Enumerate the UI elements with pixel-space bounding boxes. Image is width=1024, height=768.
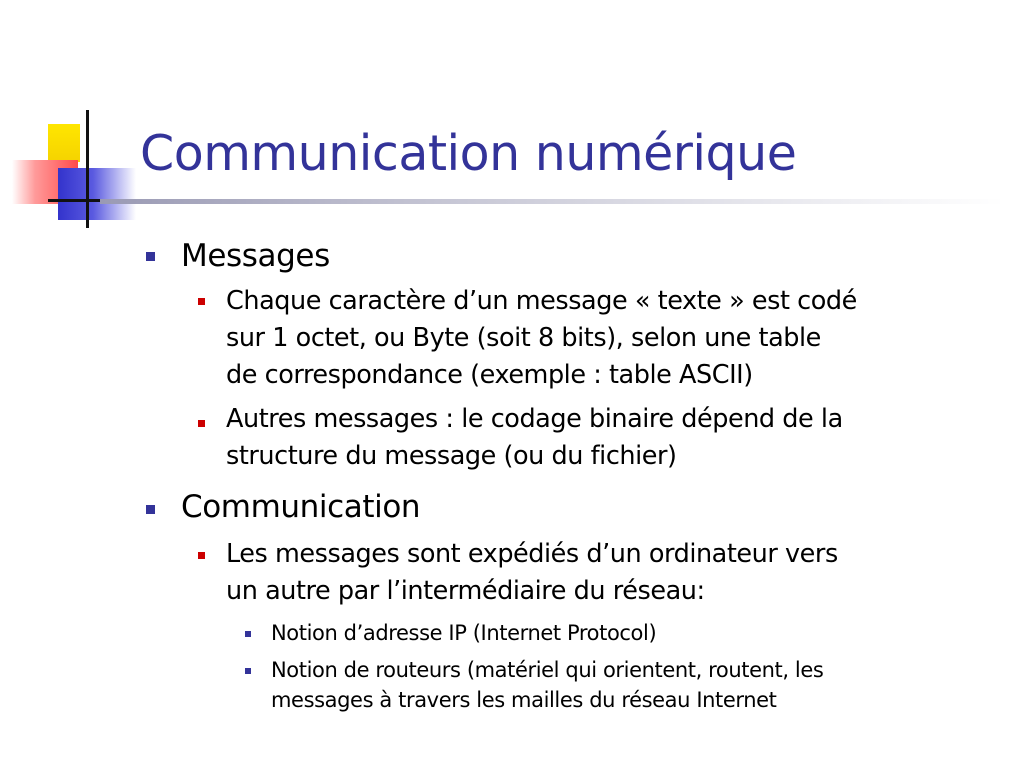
- section-heading-messages: Messages: [181, 238, 330, 274]
- point-line: de correspondance (exemple : table ASCII): [226, 360, 753, 390]
- point-line: Chaque caractère d’un message « texte » est codé: [226, 286, 857, 316]
- point-line: Les messages sont expédiés d’un ordinateur vers: [226, 539, 838, 569]
- point-line: Autres messages : le codage binaire dépend de la: [226, 404, 843, 434]
- level2-bullet-icon: [198, 552, 205, 559]
- subpoint-line: messages à travers les mailles du réseau Internet: [271, 688, 777, 712]
- level2-bullet-icon: [198, 298, 205, 305]
- point-line: un autre par l’intermédiaire du réseau:: [226, 576, 705, 606]
- point-line: structure du message (ou du fichier): [226, 441, 677, 471]
- level2-bullet-icon: [198, 420, 205, 427]
- section-heading-communication: Communication: [181, 489, 421, 525]
- level3-bullet-icon: [245, 631, 251, 637]
- subpoint-line: Notion de routeurs (matériel qui orientent, routent, les: [271, 658, 824, 682]
- point-line: sur 1 octet, ou Byte (soit 8 bits), selon une table: [226, 323, 821, 353]
- slide-title: Communication numérique: [140, 125, 797, 182]
- level3-bullet-icon: [245, 668, 251, 674]
- level1-bullet-icon: [146, 252, 155, 261]
- level1-bullet-icon: [146, 505, 155, 514]
- subpoint-line: Notion d’adresse IP (Internet Protocol): [271, 621, 657, 645]
